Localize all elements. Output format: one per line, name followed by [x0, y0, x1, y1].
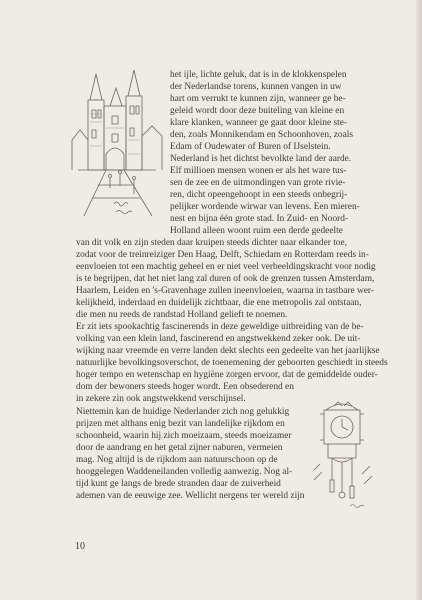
artist-signature	[350, 505, 364, 508]
text-line: mag. Nog altijd is de rijkdom aan natuurschoon op de	[76, 455, 278, 465]
text-line: hart om verrukt te kunnen zijn, wanneer ge be-	[170, 94, 346, 104]
text-line: dom der bewoners steeds hoger wordt. Een obsederend en	[76, 382, 294, 392]
text-line: ademen van de eeuwige zee. Wellicht nergens ter wereld zijn	[76, 491, 305, 501]
text-line: Haarlem, Leiden en 's-Gravenhage zullen ineenvloeien, waarna in tastbare wer-	[76, 286, 374, 296]
text-line: volking van een klein land, fascinerend en angstwekkend zeker ook. De uit-	[76, 334, 361, 344]
text-line: schoonheid, waarin hij zich moeizaam, steeds moeizamer	[76, 431, 292, 441]
text-line: der Nederlandse torens, kunnen vangen in uw	[170, 82, 342, 92]
text-line: prijzen met althans enig bezit van landelijke rijkdom en	[76, 419, 285, 429]
text-line: Nederland is het dichtst bevolkte land der aarde.	[170, 154, 352, 164]
text-line: Er zit iets spookachtig fascinerends in deze geweldige uitbreiding van de be-	[76, 322, 364, 332]
text-line: klare klanken, wanneer ge gaat door kleine ste-	[170, 118, 348, 128]
handwritten-caption	[114, 202, 132, 214]
text-line: hoger tempo en wetenschap en hygiëne zorgen ervoor, dat de gemiddelde ouder-	[76, 370, 378, 380]
text-line: door de aandrang en het getal zijner naburen, vermeien	[76, 443, 283, 453]
text-line: Niettemin kan de huidige Nederlander zich nog gelukkig	[76, 407, 290, 417]
text-line: van dit volk en zijn steden daar kruipen steeds dichter naar elkander toe,	[76, 238, 347, 248]
text-line: Edam of Oudewater of Buren of IJselstein.	[170, 142, 331, 152]
text-line: pelijker wordende wirwar van levens. Een mieren-	[170, 202, 360, 212]
text-line: in zekere zin ook angstwekkend verschijnsel.	[76, 394, 246, 404]
text-line: geleid wordt door deze buiteling van kleine en	[170, 106, 345, 116]
text-line: Holland alleen woont ruim een derde gedeelte	[170, 226, 343, 236]
text-line: sen de zee en de uitmondingen van grote rivie-	[170, 178, 346, 188]
text-line: wijking naar vreemde en verre landen dekt slechts een gedeelte van het jaarlijkse	[76, 346, 380, 356]
text-line: nest en bijna één grote stad. In Zuid- en Noord-	[170, 214, 349, 224]
text-line: den, zoals Monnikendam en Schoonhoven, zoals	[170, 130, 354, 140]
page-number: 10	[75, 541, 85, 552]
text-line: het ijle, lichte geluk, dat is in de klokkenspelen	[170, 70, 347, 80]
wall-clock-illustration	[312, 400, 374, 512]
text-line: is te begrijpen, dat het niet lang zal duren of ook de grenzen tussen Amsterdam,	[76, 274, 375, 284]
text-line: die men nu reeds de randstad Holland gelieft te noemen.	[76, 310, 288, 320]
text-line: Elf millioen mensen wonen er als het ware tus-	[170, 166, 347, 176]
text-line: eenvloeien tot een machtig geheel en er niet veel verbeeldingskracht voor nodig	[76, 262, 376, 272]
text-line: zodat voor de treinreiziger Den Haag, Delft, Schiedam en Rotterdam reeds in-	[76, 250, 369, 260]
text-line: tijd kunt ge langs de brede stranden daar de zuiverheid	[76, 479, 281, 489]
gate-tower-illustration	[70, 70, 164, 218]
text-line: hooggelegen Waddeneilanden volledig aanwezig. Nog al-	[76, 467, 293, 477]
text-line: kelijkheid, inderdaad en duidelijk zichtbaar, die ene metropolis zal ontstaan,	[76, 298, 362, 308]
text-line: natuurlijke bevolkingsoverschot, de toenemening der geboorten geschiedt in steeds	[76, 358, 388, 368]
text-line: ren, dicht opeengehoopt in een steeds onbegrij-	[170, 190, 348, 200]
